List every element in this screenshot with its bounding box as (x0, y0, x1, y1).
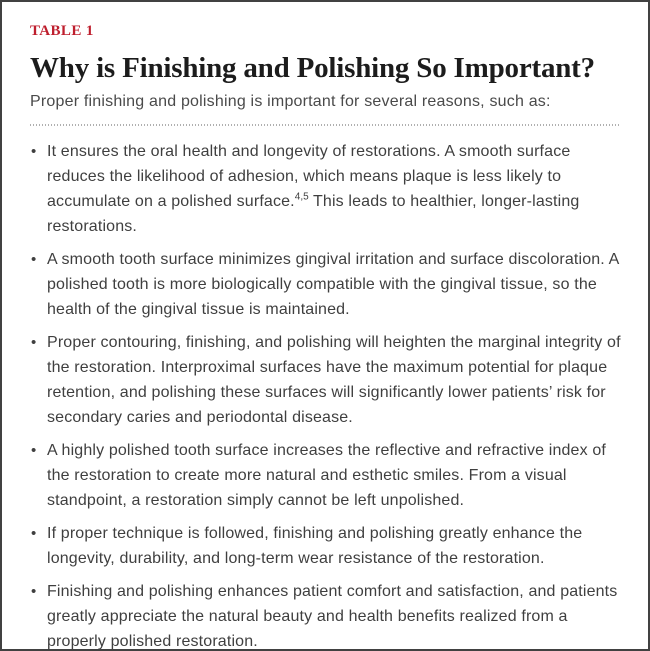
table-label: TABLE 1 (30, 23, 94, 39)
dotted-divider (30, 124, 621, 126)
list-item (30, 521, 621, 571)
list-item (30, 330, 621, 430)
bullet-icon: • (31, 442, 37, 459)
bullet-icon: • (31, 143, 37, 160)
list-item-text: Proper contouring, finishing, and polishing will heighten the marginal integrity of the restoration. Interproximal surfaces have the maximum potential for plaque retention, and polishing these surfaces will significantly lower patients’ risk for secondary caries and periodontal disease. (47, 334, 621, 426)
reasons-list (30, 139, 621, 651)
list-item-text-after: This leads to healthier, longer-lasting restorations. (47, 193, 580, 235)
bullet-icon: • (31, 583, 37, 600)
list-item (30, 438, 621, 513)
list-item (30, 139, 621, 239)
list-item-text: A highly polished tooth surface increases the reflective and refractive index of the restoration to create more natural and esthetic smiles. From a visual standpoint, a restoration simply cannot be left unpolished. (47, 442, 606, 509)
page-title: Why is Finishing and Polishing So Important? (30, 52, 595, 84)
list-item-text: A smooth tooth surface minimizes gingival irritation and surface discoloration. A polished tooth is more biologically compatible with the gingival tissue, so the health of the gingival tissue is maintained. (47, 251, 619, 318)
list-item-text: Finishing and polishing enhances patient comfort and satisfaction, and patients greatly appreciate the natural beauty and health benefits realized from a properly polished restoration. (47, 583, 618, 650)
list-item-text: It ensures the oral health and longevity of restorations. A smooth surface reduces the likelihood of adhesion, which means plaque is less likely to accumulate on a polished surface. (47, 143, 571, 210)
citation-superscript: 4,5 (294, 191, 309, 203)
page-subtitle: Proper finishing and polishing is important for several reasons, such as: (30, 93, 551, 110)
list-item (30, 579, 621, 651)
list-item-text: If proper technique is followed, finishing and polishing greatly enhance the longevity, durability, and long-term wear resistance of the restoration. (47, 525, 583, 567)
bullet-icon: • (31, 251, 37, 268)
bullet-icon: • (31, 525, 37, 542)
list-item (30, 247, 621, 322)
bullet-icon: • (31, 334, 37, 351)
